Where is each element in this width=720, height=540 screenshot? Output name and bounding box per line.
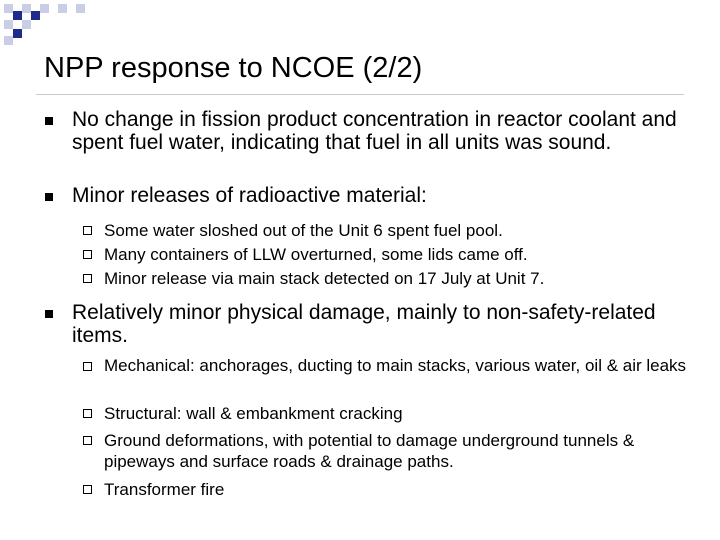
slide-title: NPP response to NCOE (2/2)	[44, 52, 423, 84]
sub-bullet-text: Structural: wall & embankment cracking	[104, 404, 403, 423]
sub-bullet-text: Some water sloshed out of the Unit 6 spent fuel pool.	[104, 221, 503, 240]
sub-bullet-square-icon	[83, 250, 92, 259]
sub-bullet-square-icon	[83, 226, 92, 235]
sub-bullet-square-icon	[83, 274, 92, 283]
sub-bullet-text: Minor release via main stack detected on 17 July at Unit 7.	[104, 269, 545, 288]
sub-bullet-text: Transformer fire	[104, 480, 225, 499]
bullet-square-icon	[45, 193, 53, 201]
bullet-square-icon	[45, 310, 53, 318]
sub-bullet-text: Mechanical: anchorages, ducting to main stacks, various water, oil & air leaks	[104, 356, 687, 375]
corner-decoration	[0, 0, 100, 45]
sub-bullet-text: Ground deformations, with potential to damage underground tunnels & pipeways and surface roads & drainage paths.	[104, 431, 635, 471]
bullet-text: No change in fission product concentration in reactor coolant and spent fuel water, indicating that fuel in all units was sound.	[72, 108, 677, 154]
sub-bullet-square-icon	[83, 485, 92, 494]
sub-bullet-square-icon	[83, 409, 92, 418]
sub-bullet-square-icon	[83, 362, 92, 371]
bullet-text: Relatively minor physical damage, mainly to non-safety-related items.	[72, 301, 656, 347]
sub-bullet-text: Many containers of LLW overturned, some lids came off.	[104, 245, 528, 264]
bullet-square-icon	[45, 117, 53, 125]
title-divider	[36, 94, 684, 95]
bullet-text: Minor releases of radioactive material:	[72, 184, 427, 207]
sub-bullet-square-icon	[83, 436, 92, 445]
